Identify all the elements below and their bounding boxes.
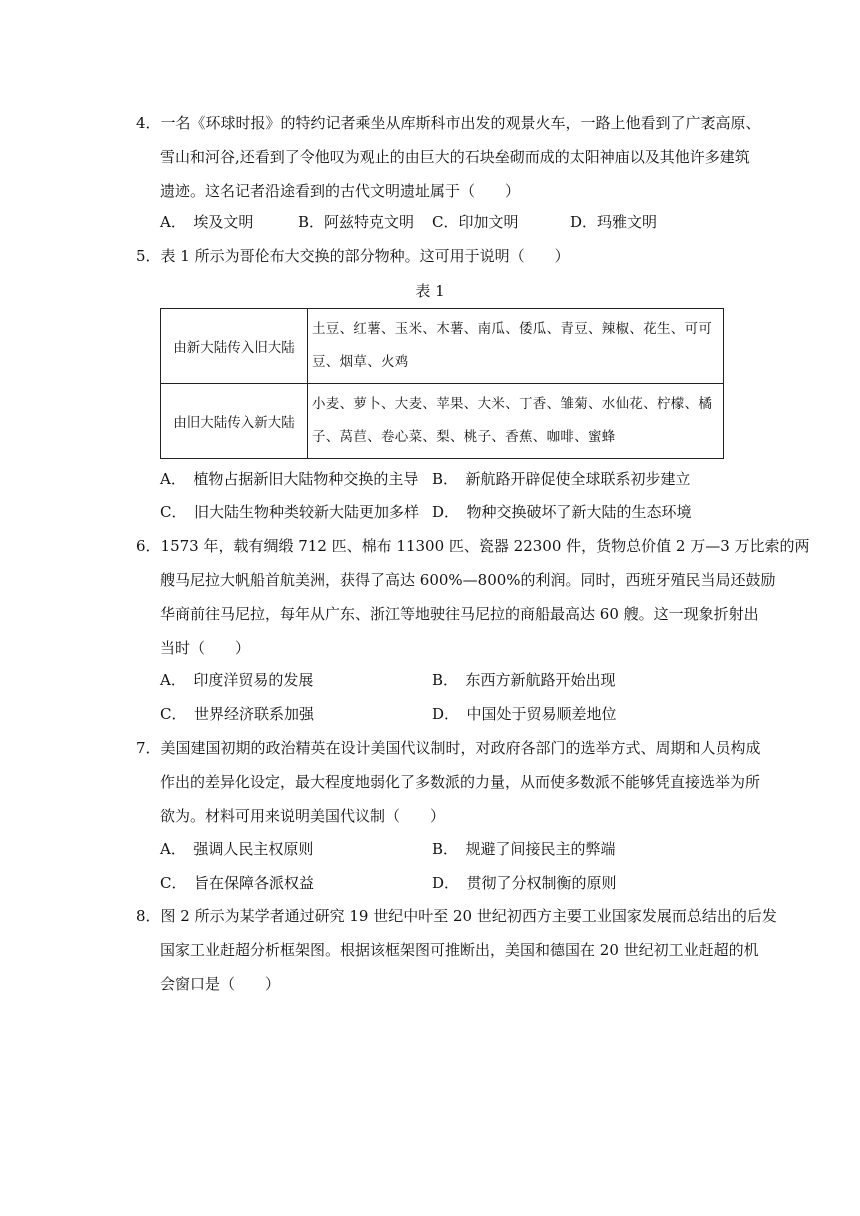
question-7-option-b: B． 规避了间接民主的弊端 [432, 840, 616, 858]
question-5-options-row-1 [160, 462, 740, 496]
question-8-line-2: 国家工业赶超分析框架图。根据该框架图可推断出，美国和德国在 20 世纪初工业赶超的机 [160, 941, 759, 959]
question-7 [136, 731, 761, 833]
question-5-option-b: B． 新航路开辟促使全球联系初步建立 [432, 470, 691, 488]
question-7-options-row-1 [160, 832, 740, 866]
question-7-line-1: 7．美国建国初期的政治精英在设计美国代议制时，对政府各部门的选举方式、周期和人员构成 [136, 739, 761, 757]
question-4-line-3: 遗迹。这名记者沿途看到的古代文明遗址属于（ ） [160, 182, 521, 200]
table-row-items [308, 384, 724, 459]
table-row-items [308, 309, 724, 384]
question-4-line-1: 4．一名《环球时报》的特约记者乘坐从库斯科市出发的观景火车，一路上他看到了广袤高原、 [136, 114, 761, 132]
question-5-options-row-2 [160, 495, 740, 529]
question-6-options-row-2 [160, 697, 740, 731]
question-7-option-a: A． 强调人民主权原则 [160, 840, 314, 858]
table-items-line: 土豆、红薯、玉米、木薯、南瓜、倭瓜、青豆、辣椒、花生、可可 [312, 321, 713, 337]
question-7-option-c: C． 旨在保障各派权益 [160, 874, 314, 892]
table-items-line: 小麦、萝卜、大麦、苹果、大米、丁香、雏菊、水仙花、柠檬、橘 [312, 396, 713, 412]
question-5 [136, 239, 736, 273]
question-7-line-2: 作出的差异化设定，最大程度地弱化了多数派的力量，从而使多数派不能够凭直接选举为所 [160, 773, 761, 791]
question-6-line-3: 华商前往马尼拉，每年从广东、浙江等地驶往马尼拉的商船最高达 60 艘。这一现象折射出 [160, 605, 759, 623]
table-items-line: 子、莴苣、卷心菜、梨、桃子、香蕉、咖啡、蜜蜂 [312, 429, 616, 445]
question-4-options [160, 205, 740, 239]
table-items-line: 豆、烟草、火鸡 [312, 354, 409, 370]
question-6-line-4: 当时（ ） [160, 639, 251, 657]
question-6-line-1: 6．1573 年，载有绸缎 712 匹、棉布 11300 匹、瓷器 22300 件，货物总价值 2 万—3 万比索的两 [136, 537, 810, 555]
question-6-option-a: A． 印度洋贸易的发展 [160, 671, 314, 689]
question-7-option-d: D． 贯彻了分权制衡的原则 [432, 874, 617, 892]
question-4-option-c: C．印加文明 [432, 213, 519, 231]
species-table [160, 308, 724, 459]
question-8-line-1: 8．图 2 所示为某学者通过研究 19 世纪中叶至 20 世纪初西方主要工业国家发展而总结出的后发 [136, 907, 777, 925]
table-row-header: 由旧大陆传入新大陆 [161, 384, 308, 459]
question-4-option-b: B．阿兹特克文明 [298, 213, 415, 231]
table-caption: 表 1 [415, 282, 445, 300]
question-4-option-a: A． 埃及文明 [160, 213, 254, 231]
table-row-header: 由新大陆传入旧大陆 [161, 309, 308, 384]
table-row [161, 309, 724, 384]
question-6-option-c: C． 世界经济联系加强 [160, 705, 314, 723]
question-4-option-d: D．玛雅文明 [570, 213, 658, 231]
question-6 [136, 529, 810, 665]
question-5-option-d: D． 物种交换破坏了新大陆的生态环境 [432, 503, 692, 521]
question-6-option-b: B． 东西方新航路开始出现 [432, 671, 616, 689]
question-5-option-c: C． 旧大陆生物种类较新大陆更加多样 [160, 503, 419, 521]
question-6-options-row-1 [160, 663, 740, 697]
question-8-line-3: 会窗口是（ ） [160, 975, 281, 993]
question-4-line-2: 雪山和河谷,还看到了令他叹为观止的由巨大的石块垒砌而成的太阳神庙以及其他许多建筑 [160, 148, 750, 166]
question-4 [136, 106, 761, 208]
question-5-option-a: A． 植物占据新旧大陆物种交换的主导 [160, 470, 419, 488]
question-6-line-2: 艘马尼拉大帆船首航美洲，获得了高达 600%—800%的利润。同时，西班牙殖民当局还鼓励 [160, 571, 776, 589]
question-7-options-row-2 [160, 866, 740, 900]
question-5-line-1: 5．表 1 所示为哥伦布大交换的部分物种。这可用于说明（ ） [136, 247, 570, 265]
table-row [161, 384, 724, 459]
question-8 [136, 899, 777, 1001]
question-7-line-3: 欲为。材料可用来说明美国代议制（ ） [160, 807, 446, 825]
question-6-option-d: D． 中国处于贸易顺差地位 [432, 705, 617, 723]
